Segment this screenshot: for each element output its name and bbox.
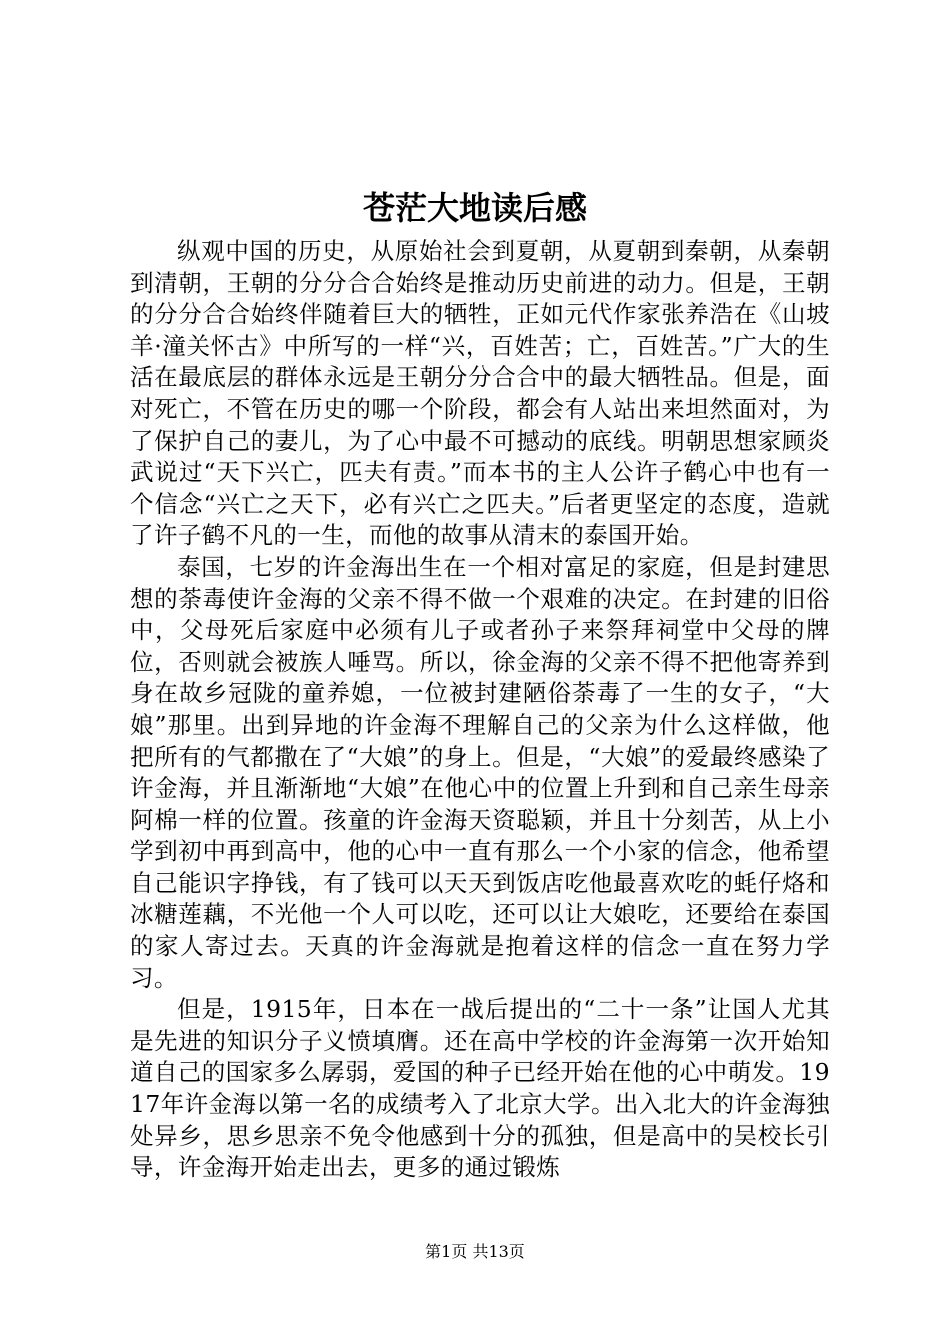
document-body — [130, 236, 830, 1184]
paragraph-2: 泰国，七岁的许金海出生在一个相对富足的家庭，但是封建思想的荼毒使许金海的父亲不得不做一个艰难的决定。在封建的旧俗中，父母死后家庭中必须有儿子或者孙子来祭拜祠堂中父母的牌位，否则就会被族人唾骂。所以，徐金海的父亲不得不把他寄养到身在故乡冠陇的童养媳，一位被封建陋俗荼毒了一生的女子，“大娘”那里。出到异地的许金海不理解自己的父亲为什么这样做，他把所有的气都撒在了“大娘”的身上。但是，“大娘”的爱最终感染了许金海，并且渐渐地“大娘”在他心中的位置上升到和自己亲生母亲阿棉一样的位置。孩童的许金海天资聪颖，并且十分刻苦，从上小学到初中再到高中，他的心中一直有那么一个小家的信念，他希望自己能识字挣钱，有了钱可以天天到饭店吃他最喜欢吃的蚝仔烙和冰糖莲藕，不光他一个人可以吃，还可以让大娘吃，还要给在泰国的家人寄过去。天真的许金海就是抱着这样的信念一直在努力学习。 — [130, 552, 830, 992]
document-title: 苍茫大地读后感 — [362, 189, 587, 227]
paragraph-3: 但是，1915年，日本在一战后提出的“二十一条”让国人尤其是先进的知识分子义愤填膺。还在高中学校的许金海第一次开始知道自己的国家多么孱弱，爱国的种子已经开始在他的心中萌发。1917年许金海以第一名的成绩考入了北京大学。出入北大的许金海独处异乡，思乡思亲不免令他感到十分的孤独，但是高中的吴校长引导，许金海开始走出去，更多的通过锻炼 — [130, 995, 830, 1182]
page-number-footer: 第1页 共13页 — [425, 1242, 525, 1261]
paragraph-1: 纵观中国的历史，从原始社会到夏朝，从夏朝到秦朝，从秦朝到清朝，王朝的分分合合始终是推动历史前进的动力。但是，王朝的分分合合始终伴随着巨大的牺牲，正如元代作家张养浩在《山坡羊·潼关怀古》中所写的一样“兴，百姓苦；亡，百姓苦。”广大的生活在最底层的群体永远是王朝分分合合中的最大牺牲品。但是，面对死亡，不管在历史的哪一个阶段，都会有人站出来坦然面对，为了保护自己的妻儿，为了心中最不可撼动的底线。明朝思想家顾炎武说过“天下兴亡，匹夫有责。”而本书的主人公许子鹤心中也有一个信念“兴亡之天下，必有兴亡之匹夫。”后者更坚定的态度，造就了许子鹤不凡的一生，而他的故事从清末的泰国开始。 — [130, 237, 830, 550]
